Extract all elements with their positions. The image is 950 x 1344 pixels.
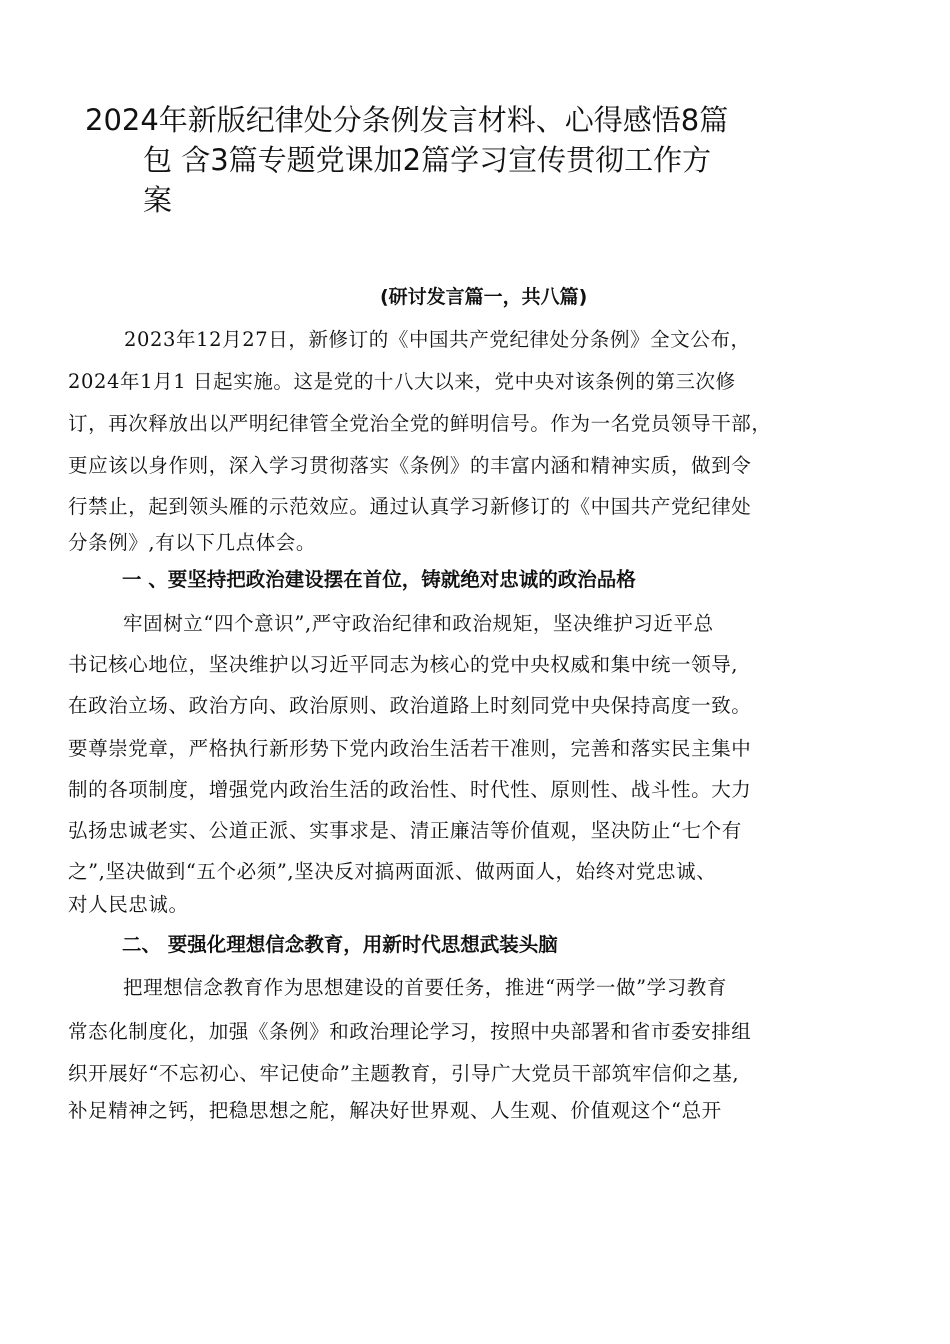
paragraph-line: 行禁止，起到领头雁的示范效应。通过认真学习新修订的《中国共产党纪律处 bbox=[68, 495, 752, 518]
paragraph-line: 订，再次释放出以严明纪律管全党治全党的鲜明信号。作为一名党员领导干部， bbox=[68, 412, 772, 435]
paragraph-line: 把理想信念教育作为思想建设的首要任务，推进“两学一做”学习教育 bbox=[123, 976, 728, 999]
paragraph-line: 之”,坚决做到“五个必须”,坚决反对搞两面派、做两面人，始终对党忠诚、 bbox=[68, 860, 717, 883]
paragraph-line: 要尊崇党章，严格执行新形势下党内政治生活若干准则，完善和落实民主集中 bbox=[68, 737, 752, 760]
document-title bbox=[85, 100, 865, 220]
paragraph-line: 对人民忠诚。 bbox=[68, 893, 189, 916]
paragraph-line: 2024年1月1 日起实施。这是党的十八大以来，党中央对该条例的第三次修 bbox=[68, 370, 736, 393]
paragraph-line: 书记核心地位，坚决维护以习近平同志为核心的党中央权威和集中统一领导, bbox=[68, 653, 739, 676]
paragraph-line: 弘扬忠诚老实、公道正派、实事求是、清正廉洁等价值观，坚决防止“七个有 bbox=[68, 819, 742, 842]
paragraph-line: 补足精神之钙，把稳思想之舵，解决好世界观、人生观、价值观这个“总开 bbox=[68, 1099, 722, 1122]
title-line: 2024年新版纪律处分条例发言材料、心得感悟8篇 bbox=[85, 103, 729, 137]
section-heading: 二、 要强化理想信念教育，用新时代思想武装头脑 bbox=[122, 933, 558, 956]
paragraph-line: 织开展好“不忘初心、牢记使命”主题教育，引导广大党员干部筑牢信仰之基, bbox=[68, 1062, 740, 1085]
paragraph-line: 常态化制度化，加强《条例》和政治理论学习，按照中央部署和省市委安排组 bbox=[68, 1020, 752, 1043]
section-heading: 一 、要坚持把政治建设摆在首位，铸就绝对忠诚的政治品格 bbox=[122, 568, 636, 591]
title-line: 包 含3篇专题党课加2篇学习宣传贯彻工作方 bbox=[143, 143, 712, 177]
paragraph-line: 2023年12月27日，新修订的《中国共产党纪律处分条例》全文公布， bbox=[124, 328, 751, 351]
paragraph-line: 在政治立场、政治方向、政治原则、政治道路上时刻同党中央保持高度一致。 bbox=[68, 694, 752, 717]
paragraph-line: 制的各项制度，增强党内政治生活的政治性、时代性、原则性、战斗性。大力 bbox=[68, 778, 752, 801]
title-line: 案 bbox=[143, 183, 173, 217]
paragraph-line: 分条例》,有以下几点体会。 bbox=[68, 531, 316, 554]
paragraph-line: 牢固树立“四个意识”,严守政治纪律和政治规矩，坚决维护习近平总 bbox=[123, 612, 714, 635]
document-subtitle: (研讨发言篇一，共八篇) bbox=[380, 286, 588, 308]
paragraph-line: 更应该以身作则，深入学习贯彻落实《条例》的丰富内涵和精神实质，做到令 bbox=[68, 454, 752, 477]
